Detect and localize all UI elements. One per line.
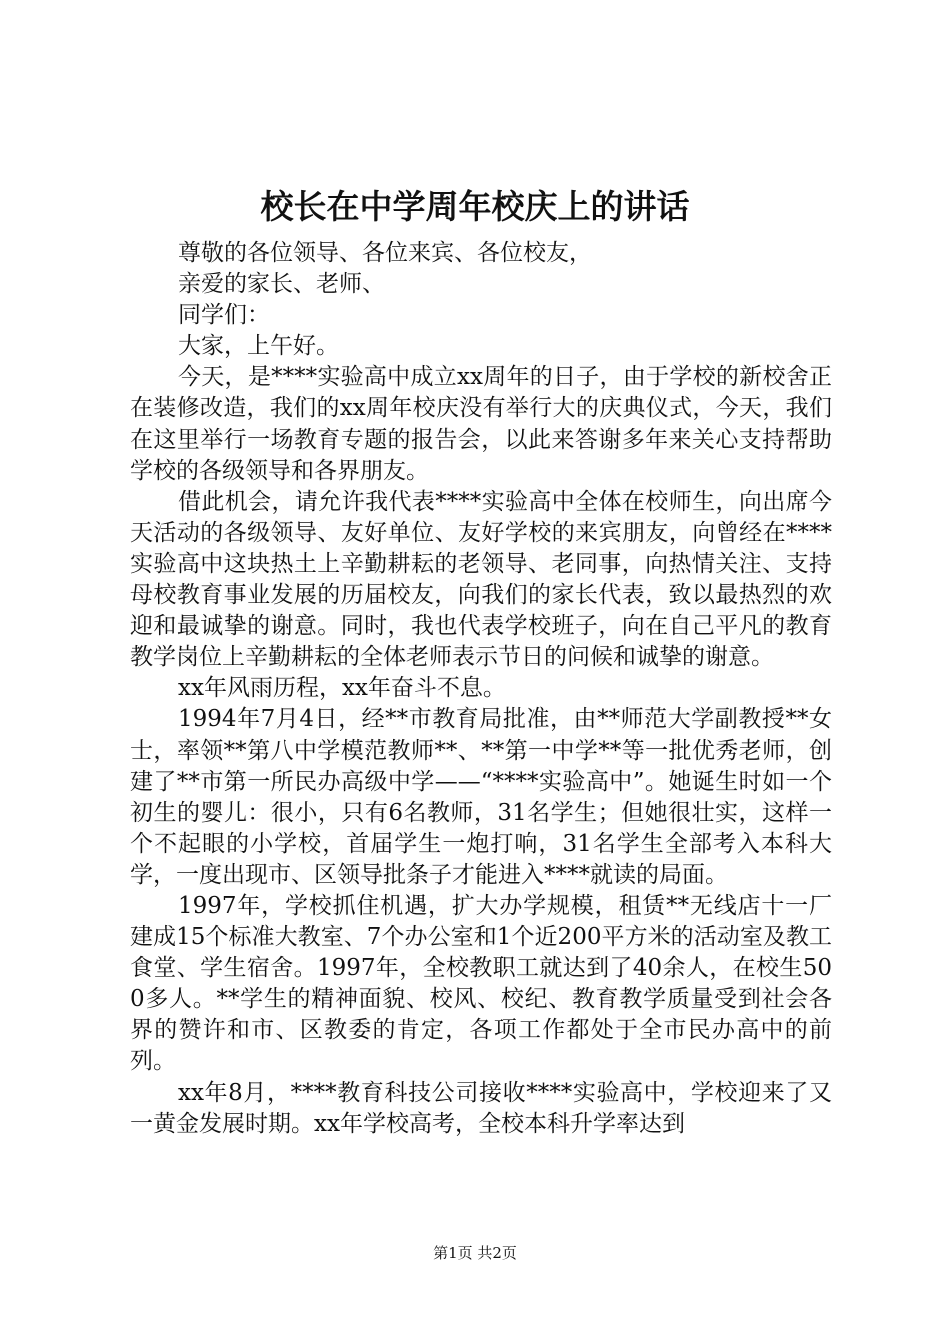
page-footer: 第1页 共2页 [433,1244,517,1262]
paragraph-body: 借此机会，请允许我代表****实验高中全体在校师生，向出席今天活动的各级领导、友好单位、友好学校的来宾朋友，向曾经在****实验高中这块热土上辛勤耕耘的老领导、老同事，向热情关注、支持母校教育事业发展的历届校友，向我们的家长代表，致以最热烈的欢迎和最诚挚的谢意。同时，我也代表学校班子，向在自己平凡的教育教学岗位上辛勤耕耘的全体老师表示节日的问候和诚挚的谢意。 [130,488,832,671]
paragraph-salutation-2: 亲爱的家长、老师、 [178,271,385,298]
paragraph-salutation-1: 尊敬的各位领导、各位来宾、各位校友， [178,240,592,266]
paragraph-greeting: 大家，上午好。 [178,333,339,360]
document-body [130,238,832,1140]
paragraph-body: 1997年，学校抓住机遇，扩大办学规模，租赁**无线店十一厂建成15个标准大教室、7个办公室和1个近200平方米的活动室及教工食堂、学生宿舍。1997年，全校教职工就达到了40余人，在校生500多人。**学生的精神面貌、校风、校纪、教育教学质量受到社会各界的赞许和市、区教委的肯定，各项工作都处于全市民办高中的前列。 [130,892,832,1075]
paragraph-body: 今天，是****实验高中成立xx周年的日子，由于学校的新校舍正在装修改造，我们的xx周年校庆没有举行大的庆典仪式，今天，我们在这里举行一场教育专题的报告会，以此来答谢多年来关心支持帮助学校的各级领导和各界朋友。 [130,364,832,484]
paragraph-body: xx年风雨历程，xx年奋斗不息。 [178,675,506,702]
paragraph-body: 1994年7月4日，经**市教育局批准，由**师范大学副教授**女士，率领**第八中学模范教师**、**第一中学**等一批优秀老师，创建了**市第一所民办高级中学——“****实验高中”。她诞生时如一个初生的婴儿：很小，只有6名教师，31名学生；但她很壮实，这样一个不起眼的小学校，首届学生一炮打响，31名学生全部考入本科大学，一度出现市、区领导批条子才能进入****就读的局面。 [130,706,832,888]
document-title: 校长在中学周年校庆上的讲话 [260,187,690,226]
paragraph-body: xx年8月，****教育科技公司接收****实验高中，学校迎来了又一黄金发展时期。xx年学校高考，全校本科升学率达到 [130,1079,832,1137]
paragraph-salutation-3: 同学们： [178,302,270,329]
